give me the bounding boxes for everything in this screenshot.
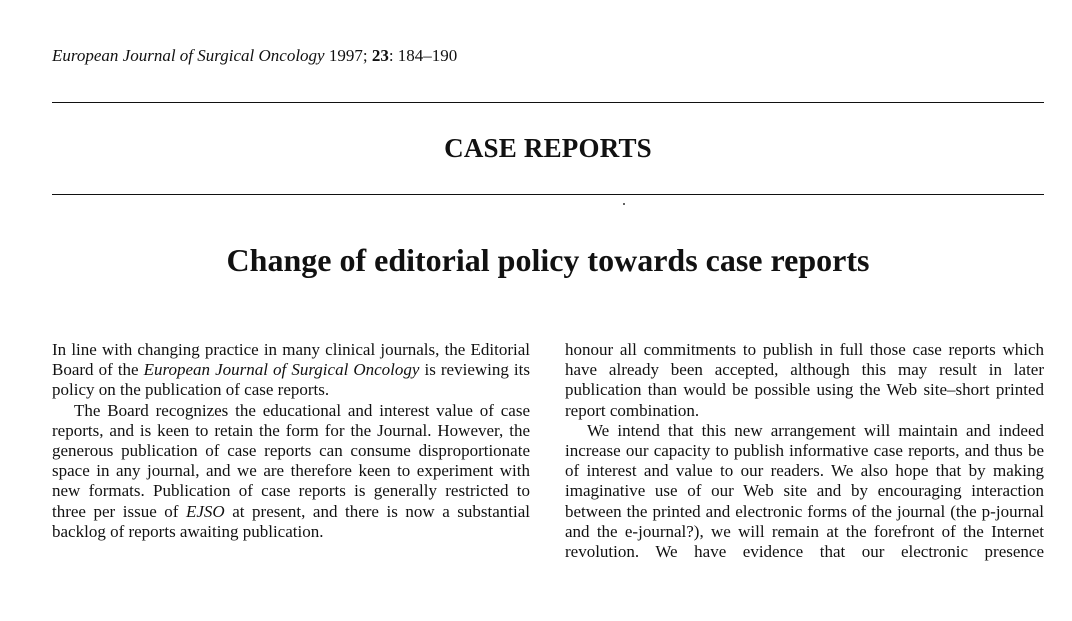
article-title: Change of editorial policy towards case reports [226,242,870,278]
section-heading: CASE REPORTS [444,133,652,163]
citation-pages: : 184–190 [388,46,458,65]
right-column [565,340,1044,562]
citation-volume: 23 [371,46,389,65]
left-paragraph-1 [52,340,530,401]
text-run: at present, and there is now a substantial backlog of reports awaiting publication. [52,501,530,541]
right-paragraph-1: honour all commitments to publish in full those case reports which have already been accepted, although this may result in later publication than would be possible using the Web site–short printed report combination. [565,340,1044,420]
left-paragraph-2 [52,401,530,542]
text-run: The Board recognizes the educational and interest value of case reports, and is keen to retain the form for the Journal. However, the generous publication of case reports can consume disproportionate space in any journal, and we are therefore keen to experiment with new formats. Publication of case reports is generally restricted to three per issue of [52,400,530,521]
text-run: is reviewing its policy on the publication of case reports. [52,360,530,400]
italic-abbreviation: EJSO [185,501,225,521]
bottom-divider [52,194,1044,195]
citation-year: 1997; [328,46,368,65]
print-speck [623,203,625,205]
journal-citation [52,46,457,66]
right-paragraph-2: We intend that this new arrangement will maintain and indeed increase our capacity to publish informative case reports, and thus be of interest and value to our readers. We also hope that by making imaginative use of our Web site and by encouraging interaction between the printed and electronic forms of the journal (the p-journal and the e-journal?), we will remain at the forefront of the Internet revolution. We have evidence that our electronic presence [565,420,1044,562]
left-column [52,340,530,542]
italic-journal-name: European Journal of Surgical Oncology [143,360,420,380]
journal-name: European Journal of Surgical Oncology [52,46,325,65]
top-divider [52,102,1044,103]
text-run: In line with changing practice in many clinical journals, the Editorial Board of the [52,340,530,380]
